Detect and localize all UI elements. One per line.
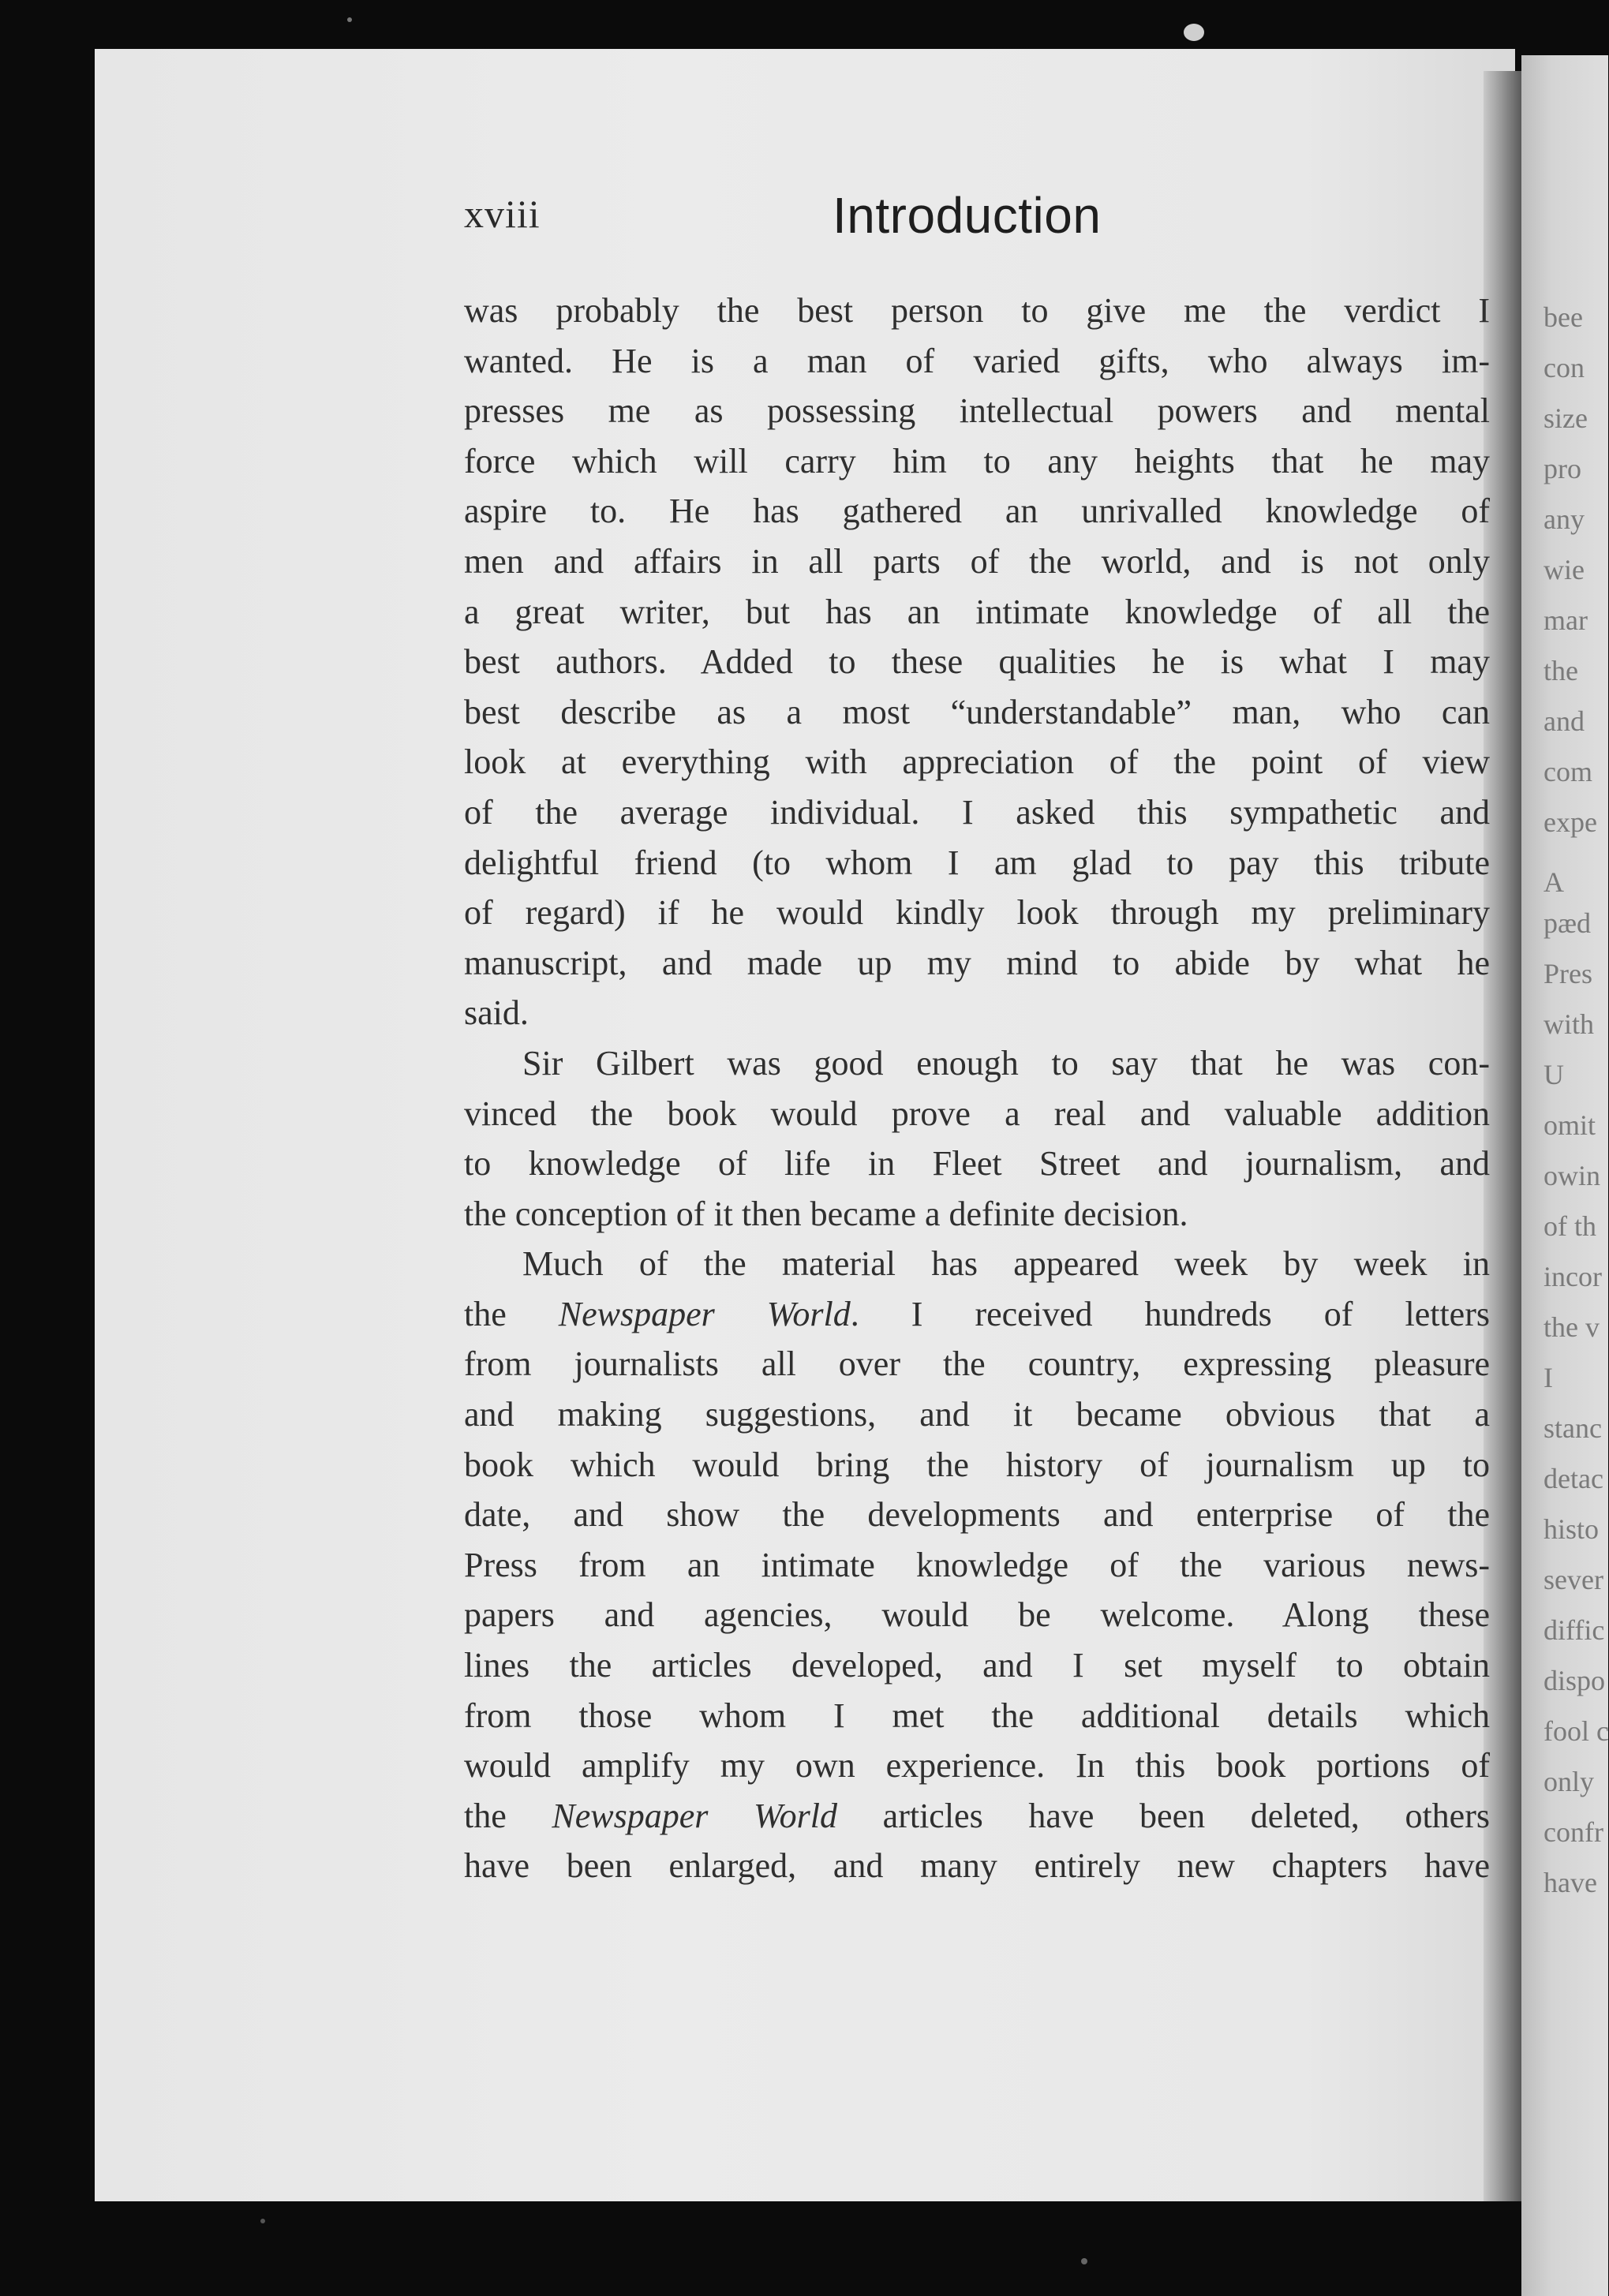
facing-text-fragment: dispo (1544, 1665, 1606, 1696)
facing-text-fragment: con (1544, 352, 1585, 383)
facing-text-fragment: histo (1544, 1513, 1600, 1545)
facing-text-fragment: any (1544, 503, 1585, 535)
facing-text-fragment: the v (1544, 1311, 1600, 1343)
text-line: of regard) if he would kindly look through my preliminary (464, 893, 1490, 933)
facing-text-fragment: bee (1544, 301, 1583, 333)
scan-speck (347, 17, 352, 22)
text-line: force which will carry him to any heights that he may (464, 441, 1490, 481)
facing-text-fragment: incor (1544, 1261, 1602, 1292)
text-line: a great writer, but has an intimate knowledge of all the (464, 592, 1490, 631)
facing-text-fragment: only (1544, 1766, 1595, 1797)
text-line: date, and show the developments and enterprise of the (464, 1495, 1490, 1535)
text-fragment: the (464, 1294, 559, 1333)
text-line: best describe as a most “understandable” man, who can (464, 692, 1490, 731)
publication-title: Newspaper World (558, 1294, 851, 1333)
text-line: men and affairs in all parts of the world, and is not only (464, 541, 1490, 581)
text-line: the conception of it then became a definite decision. (464, 1194, 1188, 1233)
facing-text-fragment: mar (1544, 604, 1588, 636)
facing-text-fragment: omit (1544, 1109, 1596, 1141)
text-line: Much of the material has appeared week by week in (522, 1244, 1490, 1284)
text-line (464, 1289, 1490, 1340)
text-line: manuscript, and made up my mind to abide by what he (464, 943, 1490, 982)
facing-text-fragment: stanc (1544, 1412, 1602, 1444)
facing-text-fragment: size (1544, 402, 1588, 434)
facing-text-fragment: and (1544, 705, 1585, 737)
facing-text-fragment: with (1544, 1008, 1595, 1040)
facing-text-fragment: com (1544, 756, 1592, 787)
text-fragment: articles have been deleted, others (837, 1796, 1490, 1835)
facing-text-fragment: pro (1544, 453, 1581, 484)
text-line (464, 1791, 1490, 1842)
facing-text-fragment: diffic (1544, 1614, 1605, 1646)
text-line: Sir Gilbert was good enough to say that he was con- (522, 1043, 1490, 1083)
facing-text-fragment: A (1544, 866, 1564, 898)
text-line: look at everything with appreciation of the point of view (464, 742, 1490, 782)
page-number: xviii (464, 192, 541, 236)
text-line: of the average individual. I asked this sympathetic and (464, 792, 1490, 832)
text-line: Press from an intimate knowledge of the various news- (464, 1545, 1490, 1584)
text-line: aspire to. He has gathered an unrivalled knowledge of (464, 492, 1490, 531)
text-line: was probably the best person to give me the verdict I (464, 291, 1490, 330)
text-fragment: . I received hundreds of letters (850, 1294, 1490, 1333)
facing-text-fragment: wie (1544, 554, 1585, 585)
text-line: vinced the book would prove a real and valuable addition (464, 1094, 1490, 1133)
facing-text-fragment: fool c (1544, 1715, 1609, 1747)
running-head-title: Introduction (833, 187, 1102, 244)
facing-text-fragment: confr (1544, 1816, 1603, 1848)
text-line: have been enlarged, and many entirely new chapters have (464, 1846, 1490, 1886)
facing-text-fragment: sever (1544, 1564, 1603, 1595)
text-line: presses me as possessing intellectual powers and mental (464, 391, 1490, 431)
text-line: lines the articles developed, and I set myself to obtain (464, 1646, 1490, 1685)
text-line: to knowledge of life in Fleet Street and journalism, and (464, 1144, 1490, 1184)
text-line: from those whom I met the additional details which (464, 1696, 1490, 1735)
facing-text-fragment: Pres (1544, 958, 1592, 989)
text-line: papers and agencies, would be welcome. Along these (464, 1595, 1490, 1635)
text-line: and making suggestions, and it became obvious that a (464, 1395, 1490, 1434)
facing-text-fragment: U (1544, 1059, 1564, 1090)
text-line: wanted. He is a man of varied gifts, who always im- (464, 341, 1490, 380)
scan-speck (1081, 2258, 1087, 2264)
body-text (464, 286, 1490, 1891)
facing-text-fragment: of th (1544, 1210, 1596, 1242)
text-line: from journalists all over the country, expressing pleasure (464, 1344, 1490, 1384)
text-line: book which would bring the history of journalism up to (464, 1445, 1490, 1484)
facing-text-fragment: I (1544, 1362, 1553, 1393)
facing-text-fragment: have (1544, 1867, 1597, 1898)
facing-text-fragment: pæd (1544, 907, 1592, 939)
text-line: delightful friend (to whom I am glad to pay this tribute (464, 843, 1490, 882)
text-line: would amplify my own experience. In this book portions of (464, 1746, 1490, 1786)
publication-title: Newspaper World (552, 1796, 838, 1835)
scan-speck (1184, 24, 1204, 41)
text-fragment: the (464, 1796, 552, 1835)
text-line: best authors. Added to these qualities he is what I may (464, 642, 1490, 682)
text-line: said. (464, 993, 529, 1033)
facing-text-fragment: detac (1544, 1463, 1603, 1494)
facing-text-fragment: the (1544, 655, 1578, 686)
scan-speck (260, 2219, 265, 2223)
facing-text-fragment: owin (1544, 1160, 1600, 1191)
facing-text-fragment: expe (1544, 806, 1597, 838)
